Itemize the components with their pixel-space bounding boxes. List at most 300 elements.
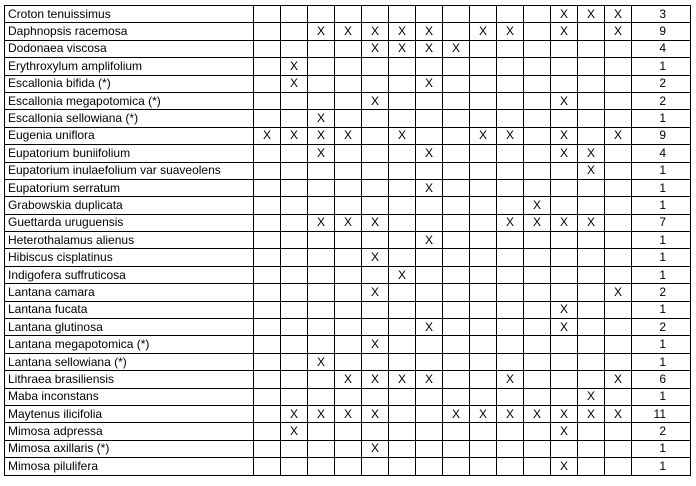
- occurrence-cell: [281, 319, 308, 336]
- occurrence-cell: [497, 6, 524, 23]
- occurrence-cell: X: [605, 284, 632, 301]
- occurrence-cell: [524, 92, 551, 109]
- occurrence-cell: [416, 405, 443, 422]
- occurrence-cell: [578, 179, 605, 196]
- occurrence-cell: [524, 23, 551, 40]
- occurrence-cell: [308, 266, 335, 283]
- occurrence-cell: [497, 301, 524, 318]
- occurrence-cell: [551, 162, 578, 179]
- species-name-cell: Mimosa axillaris (*): [5, 440, 254, 457]
- occurrence-cell: [254, 162, 281, 179]
- species-name-cell: Lantana camara: [5, 284, 254, 301]
- occurrence-cell: [389, 92, 416, 109]
- occurrence-cell: X: [308, 145, 335, 162]
- occurrence-cell: X: [524, 214, 551, 231]
- occurrence-cell: [443, 440, 470, 457]
- occurrence-cell: X: [551, 319, 578, 336]
- occurrence-cell: [254, 75, 281, 92]
- occurrence-cell: X: [281, 127, 308, 144]
- total-count-cell: 1: [632, 353, 691, 370]
- occurrence-cell: [443, 23, 470, 40]
- species-name-cell: Lantana megapotomica (*): [5, 336, 254, 353]
- occurrence-cell: [605, 162, 632, 179]
- occurrence-cell: [362, 179, 389, 196]
- occurrence-cell: X: [389, 127, 416, 144]
- occurrence-cell: [362, 458, 389, 475]
- occurrence-cell: [335, 197, 362, 214]
- table-row: [5, 232, 691, 249]
- occurrence-cell: [416, 6, 443, 23]
- occurrence-cell: [335, 6, 362, 23]
- occurrence-cell: [254, 214, 281, 231]
- occurrence-cell: X: [308, 214, 335, 231]
- occurrence-cell: [551, 336, 578, 353]
- occurrence-cell: [335, 58, 362, 75]
- occurrence-cell: [524, 162, 551, 179]
- occurrence-cell: [578, 353, 605, 370]
- occurrence-cell: [578, 266, 605, 283]
- occurrence-cell: [416, 284, 443, 301]
- occurrence-cell: [362, 388, 389, 405]
- total-count-cell: 1: [632, 249, 691, 266]
- occurrence-cell: [281, 266, 308, 283]
- occurrence-cell: [362, 353, 389, 370]
- occurrence-cell: [281, 6, 308, 23]
- species-name-cell: Eugenia uniflora: [5, 127, 254, 144]
- occurrence-cell: [281, 110, 308, 127]
- table-row: [5, 179, 691, 196]
- occurrence-cell: [470, 58, 497, 75]
- total-count-cell: 9: [632, 23, 691, 40]
- occurrence-cell: X: [497, 23, 524, 40]
- occurrence-cell: [524, 249, 551, 266]
- occurrence-cell: [470, 40, 497, 57]
- species-name-cell: Heterothalamus alienus: [5, 232, 254, 249]
- occurrence-cell: [335, 92, 362, 109]
- occurrence-cell: [335, 40, 362, 57]
- occurrence-cell: X: [470, 127, 497, 144]
- occurrence-cell: X: [443, 405, 470, 422]
- occurrence-cell: [335, 266, 362, 283]
- total-count-cell: 1: [632, 110, 691, 127]
- occurrence-cell: [470, 232, 497, 249]
- occurrence-cell: [551, 266, 578, 283]
- occurrence-cell: [524, 40, 551, 57]
- total-count-cell: 1: [632, 162, 691, 179]
- occurrence-cell: X: [308, 405, 335, 422]
- occurrence-cell: [524, 6, 551, 23]
- occurrence-cell: [389, 197, 416, 214]
- occurrence-cell: X: [335, 371, 362, 388]
- occurrence-cell: [389, 284, 416, 301]
- occurrence-cell: [362, 301, 389, 318]
- occurrence-cell: [254, 266, 281, 283]
- occurrence-cell: [578, 423, 605, 440]
- occurrence-cell: [470, 249, 497, 266]
- species-name-cell: Croton tenuissimus: [5, 6, 254, 23]
- occurrence-cell: [497, 40, 524, 57]
- occurrence-cell: [443, 249, 470, 266]
- occurrence-cell: X: [362, 405, 389, 422]
- occurrence-cell: [443, 388, 470, 405]
- occurrence-cell: [254, 405, 281, 422]
- occurrence-cell: [443, 58, 470, 75]
- species-name-cell: Guettarda uruguensis: [5, 214, 254, 231]
- occurrence-cell: [416, 266, 443, 283]
- species-name-cell: Escallonia sellowiana (*): [5, 110, 254, 127]
- occurrence-cell: X: [551, 458, 578, 475]
- occurrence-cell: [416, 249, 443, 266]
- table-row: [5, 249, 691, 266]
- total-count-cell: 2: [632, 92, 691, 109]
- occurrence-cell: [335, 162, 362, 179]
- occurrence-cell: [470, 145, 497, 162]
- occurrence-cell: [470, 179, 497, 196]
- occurrence-cell: X: [497, 214, 524, 231]
- occurrence-cell: [281, 40, 308, 57]
- occurrence-cell: [578, 371, 605, 388]
- occurrence-cell: X: [281, 423, 308, 440]
- occurrence-cell: [416, 197, 443, 214]
- occurrence-cell: X: [416, 179, 443, 196]
- occurrence-cell: [362, 127, 389, 144]
- occurrence-cell: [416, 110, 443, 127]
- occurrence-cell: [443, 197, 470, 214]
- occurrence-cell: [470, 110, 497, 127]
- occurrence-cell: X: [281, 58, 308, 75]
- occurrence-cell: [605, 197, 632, 214]
- total-count-cell: 4: [632, 40, 691, 57]
- occurrence-cell: [335, 284, 362, 301]
- occurrence-cell: [605, 214, 632, 231]
- occurrence-cell: X: [551, 92, 578, 109]
- occurrence-cell: [281, 92, 308, 109]
- occurrence-cell: [551, 110, 578, 127]
- occurrence-cell: [497, 458, 524, 475]
- occurrence-cell: [281, 388, 308, 405]
- occurrence-cell: X: [605, 23, 632, 40]
- occurrence-cell: [605, 232, 632, 249]
- occurrence-cell: [281, 284, 308, 301]
- occurrence-cell: [254, 353, 281, 370]
- occurrence-cell: [335, 319, 362, 336]
- occurrence-cell: [524, 58, 551, 75]
- occurrence-cell: X: [362, 23, 389, 40]
- occurrence-cell: [281, 145, 308, 162]
- occurrence-cell: [524, 284, 551, 301]
- occurrence-cell: [281, 458, 308, 475]
- table-row: [5, 353, 691, 370]
- occurrence-cell: [605, 110, 632, 127]
- occurrence-cell: [308, 440, 335, 457]
- occurrence-cell: X: [362, 249, 389, 266]
- occurrence-cell: [551, 75, 578, 92]
- occurrence-cell: X: [416, 145, 443, 162]
- occurrence-cell: [416, 127, 443, 144]
- total-count-cell: 6: [632, 371, 691, 388]
- occurrence-cell: X: [497, 405, 524, 422]
- species-occurrence-table: [4, 5, 691, 476]
- occurrence-cell: [443, 232, 470, 249]
- occurrence-cell: X: [281, 75, 308, 92]
- occurrence-cell: [551, 232, 578, 249]
- occurrence-cell: [551, 388, 578, 405]
- occurrence-cell: X: [578, 388, 605, 405]
- occurrence-cell: [335, 336, 362, 353]
- occurrence-cell: [605, 75, 632, 92]
- table-row: [5, 458, 691, 475]
- occurrence-cell: [470, 6, 497, 23]
- occurrence-cell: X: [551, 301, 578, 318]
- occurrence-cell: X: [578, 405, 605, 422]
- total-count-cell: 1: [632, 440, 691, 457]
- occurrence-cell: [605, 58, 632, 75]
- occurrence-cell: [254, 179, 281, 196]
- occurrence-cell: [578, 58, 605, 75]
- occurrence-cell: [497, 336, 524, 353]
- occurrence-cell: [254, 23, 281, 40]
- occurrence-cell: [497, 353, 524, 370]
- occurrence-cell: [335, 458, 362, 475]
- occurrence-cell: [524, 266, 551, 283]
- occurrence-cell: X: [416, 319, 443, 336]
- occurrence-cell: [497, 58, 524, 75]
- occurrence-cell: X: [551, 6, 578, 23]
- table-row: [5, 92, 691, 109]
- occurrence-cell: [335, 249, 362, 266]
- species-name-cell: Mimosa pilulifera: [5, 458, 254, 475]
- occurrence-cell: [524, 371, 551, 388]
- occurrence-cell: [524, 423, 551, 440]
- occurrence-cell: [443, 353, 470, 370]
- occurrence-cell: X: [389, 266, 416, 283]
- occurrence-cell: [308, 232, 335, 249]
- occurrence-cell: [308, 58, 335, 75]
- occurrence-cell: [605, 423, 632, 440]
- occurrence-cell: [470, 440, 497, 457]
- table-row: [5, 301, 691, 318]
- occurrence-cell: [497, 440, 524, 457]
- occurrence-cell: [254, 458, 281, 475]
- occurrence-cell: [443, 423, 470, 440]
- occurrence-cell: X: [362, 92, 389, 109]
- total-count-cell: 2: [632, 319, 691, 336]
- occurrence-cell: [308, 249, 335, 266]
- occurrence-cell: [362, 6, 389, 23]
- occurrence-cell: [497, 179, 524, 196]
- occurrence-cell: [308, 197, 335, 214]
- occurrence-cell: [389, 232, 416, 249]
- occurrence-cell: [605, 440, 632, 457]
- occurrence-cell: [470, 92, 497, 109]
- table-row: [5, 127, 691, 144]
- occurrence-cell: X: [416, 23, 443, 40]
- occurrence-cell: [497, 92, 524, 109]
- occurrence-cell: X: [308, 110, 335, 127]
- table-row: [5, 145, 691, 162]
- occurrence-cell: [335, 75, 362, 92]
- occurrence-cell: [254, 336, 281, 353]
- occurrence-cell: [308, 284, 335, 301]
- occurrence-cell: X: [362, 214, 389, 231]
- occurrence-cell: X: [578, 145, 605, 162]
- occurrence-cell: [443, 371, 470, 388]
- occurrence-cell: [389, 179, 416, 196]
- table-row: [5, 197, 691, 214]
- occurrence-cell: [254, 423, 281, 440]
- occurrence-cell: [254, 301, 281, 318]
- occurrence-cell: [254, 232, 281, 249]
- species-name-cell: Eupatorium inulaefolium var suaveolens: [5, 162, 254, 179]
- occurrence-cell: [605, 40, 632, 57]
- occurrence-cell: X: [524, 197, 551, 214]
- occurrence-cell: [281, 249, 308, 266]
- occurrence-cell: [551, 249, 578, 266]
- occurrence-cell: X: [308, 127, 335, 144]
- occurrence-cell: X: [551, 423, 578, 440]
- occurrence-cell: [470, 371, 497, 388]
- occurrence-cell: [551, 40, 578, 57]
- occurrence-cell: [308, 40, 335, 57]
- occurrence-cell: [389, 162, 416, 179]
- occurrence-cell: X: [578, 162, 605, 179]
- occurrence-cell: X: [416, 75, 443, 92]
- species-name-cell: Grabowskia duplicata: [5, 197, 254, 214]
- occurrence-cell: [470, 301, 497, 318]
- occurrence-cell: [281, 162, 308, 179]
- occurrence-cell: X: [416, 40, 443, 57]
- occurrence-cell: [578, 232, 605, 249]
- occurrence-cell: X: [524, 405, 551, 422]
- occurrence-cell: [497, 75, 524, 92]
- occurrence-cell: X: [605, 371, 632, 388]
- occurrence-cell: [308, 336, 335, 353]
- occurrence-cell: [524, 353, 551, 370]
- occurrence-cell: [443, 301, 470, 318]
- species-name-cell: Dodonaea viscosa: [5, 40, 254, 57]
- occurrence-cell: [443, 162, 470, 179]
- table-row: [5, 40, 691, 57]
- occurrence-cell: [497, 232, 524, 249]
- occurrence-cell: [362, 58, 389, 75]
- occurrence-cell: [281, 353, 308, 370]
- occurrence-cell: [578, 197, 605, 214]
- occurrence-cell: [362, 423, 389, 440]
- occurrence-cell: [362, 75, 389, 92]
- occurrence-cell: [308, 179, 335, 196]
- occurrence-cell: [605, 92, 632, 109]
- occurrence-cell: X: [416, 371, 443, 388]
- table-row: [5, 423, 691, 440]
- occurrence-cell: [416, 301, 443, 318]
- total-count-cell: 1: [632, 197, 691, 214]
- occurrence-cell: [254, 440, 281, 457]
- occurrence-cell: [254, 284, 281, 301]
- occurrence-cell: [578, 40, 605, 57]
- occurrence-cell: [281, 179, 308, 196]
- occurrence-cell: [308, 423, 335, 440]
- table-row: [5, 214, 691, 231]
- occurrence-cell: [308, 75, 335, 92]
- occurrence-cell: X: [362, 440, 389, 457]
- occurrence-cell: X: [254, 127, 281, 144]
- occurrence-cell: [470, 423, 497, 440]
- occurrence-cell: [416, 458, 443, 475]
- occurrence-cell: [497, 319, 524, 336]
- occurrence-cell: [443, 179, 470, 196]
- occurrence-cell: [416, 92, 443, 109]
- species-name-cell: Eupatorium serratum: [5, 179, 254, 196]
- occurrence-cell: X: [389, 40, 416, 57]
- species-name-cell: Escallonia megapotomica (*): [5, 92, 254, 109]
- occurrence-cell: [335, 423, 362, 440]
- table-row: [5, 319, 691, 336]
- occurrence-cell: [308, 92, 335, 109]
- occurrence-cell: [308, 388, 335, 405]
- occurrence-cell: [389, 353, 416, 370]
- occurrence-cell: [308, 458, 335, 475]
- occurrence-cell: X: [308, 353, 335, 370]
- occurrence-cell: [362, 110, 389, 127]
- occurrence-cell: [470, 266, 497, 283]
- occurrence-cell: [524, 388, 551, 405]
- occurrence-cell: [470, 336, 497, 353]
- occurrence-cell: X: [443, 40, 470, 57]
- occurrence-cell: [443, 6, 470, 23]
- occurrence-cell: [254, 249, 281, 266]
- total-count-cell: 2: [632, 284, 691, 301]
- occurrence-cell: [389, 423, 416, 440]
- occurrence-cell: [443, 127, 470, 144]
- table-body: [5, 6, 691, 476]
- occurrence-cell: [389, 145, 416, 162]
- occurrence-cell: [524, 319, 551, 336]
- occurrence-cell: [335, 145, 362, 162]
- occurrence-cell: [605, 301, 632, 318]
- occurrence-cell: [335, 388, 362, 405]
- occurrence-cell: [389, 214, 416, 231]
- occurrence-cell: [524, 179, 551, 196]
- occurrence-cell: [443, 214, 470, 231]
- occurrence-cell: [389, 319, 416, 336]
- species-name-cell: Erythroxylum amplifolium: [5, 58, 254, 75]
- occurrence-cell: X: [362, 336, 389, 353]
- total-count-cell: 1: [632, 266, 691, 283]
- occurrence-cell: [281, 301, 308, 318]
- occurrence-cell: [551, 440, 578, 457]
- occurrence-cell: [524, 75, 551, 92]
- species-name-cell: Indigofera suffruticosa: [5, 266, 254, 283]
- occurrence-cell: [335, 353, 362, 370]
- occurrence-cell: [389, 458, 416, 475]
- occurrence-cell: X: [551, 23, 578, 40]
- occurrence-cell: [497, 388, 524, 405]
- occurrence-cell: [551, 197, 578, 214]
- occurrence-cell: [254, 92, 281, 109]
- occurrence-cell: [389, 110, 416, 127]
- species-name-cell: Maytenus ilicifolia: [5, 405, 254, 422]
- occurrence-cell: [335, 110, 362, 127]
- occurrence-cell: [551, 284, 578, 301]
- total-count-cell: 7: [632, 214, 691, 231]
- occurrence-cell: X: [470, 23, 497, 40]
- occurrence-cell: [389, 440, 416, 457]
- occurrence-cell: [470, 162, 497, 179]
- occurrence-cell: [578, 440, 605, 457]
- table-row: [5, 371, 691, 388]
- species-name-cell: Lantana sellowiana (*): [5, 353, 254, 370]
- occurrence-cell: [443, 336, 470, 353]
